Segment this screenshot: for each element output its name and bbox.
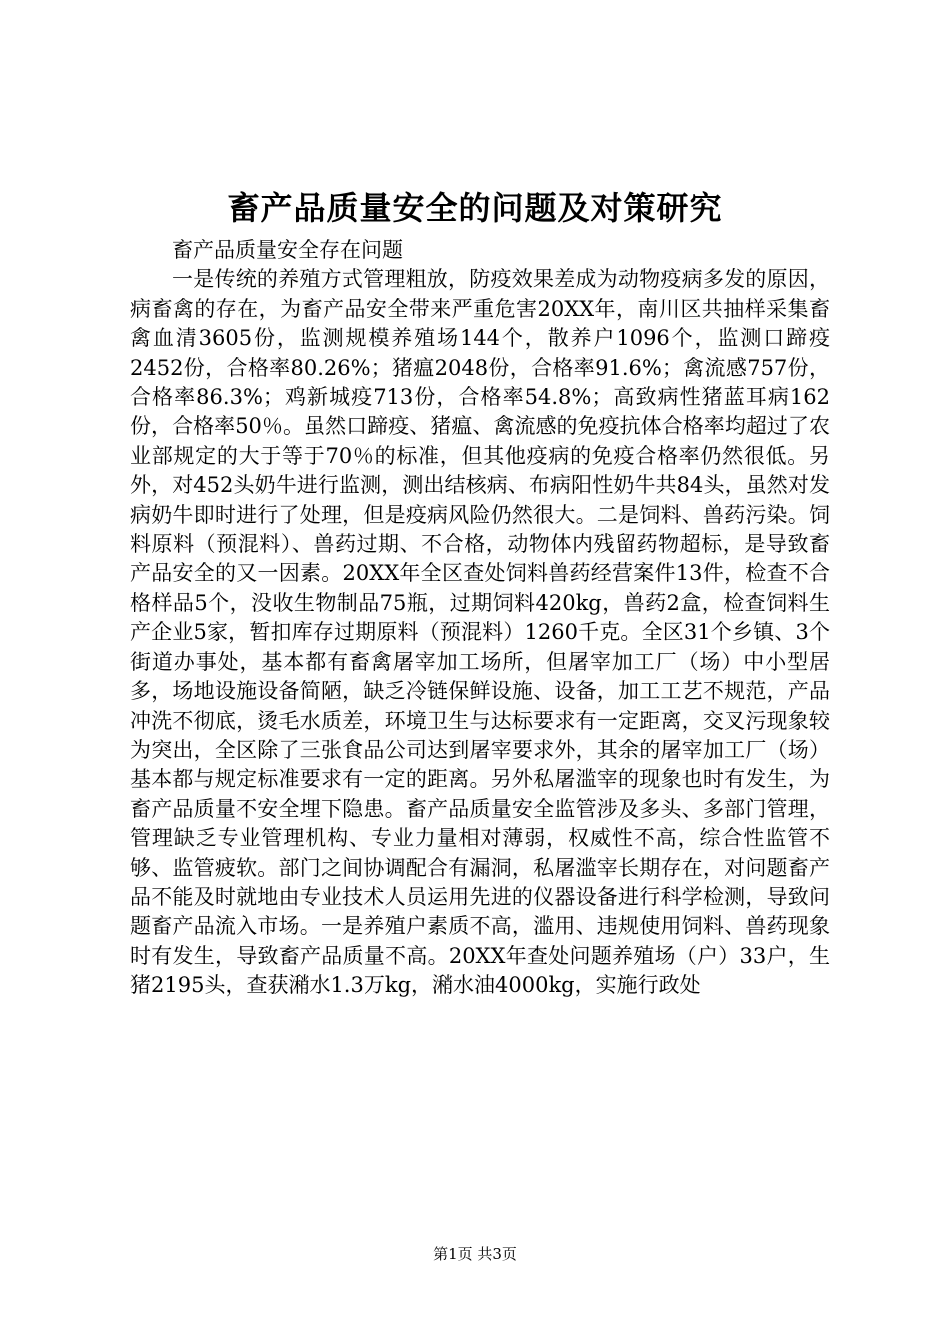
page-total: 共3页 [477, 1245, 517, 1263]
document-title: 畜产品质量安全的问题及对策研究 [227, 189, 723, 227]
page-footer [0, 1244, 950, 1264]
body-paragraph: 一是传统的养殖方式管理粗放，防疫效果差成为动物疫病多发的原因，病畜禽的存在，为畜产品安全带来严重危害20XX年，南川区共抽样采集畜禽血清3605份，监测规模养殖场144个，散养户1096个，监测口蹄疫2452份，合格率80.26%；猪瘟2048份，合格率91.6%；禽流感757份，合格率86.3%；鸡新城疫713份，合格率54.8%；高致病性猪蓝耳病162份，合格率50％。虽然口蹄疫、猪瘟、禽流感的免疫抗体合格率均超过了农业部规定的大于等于70％的标准，但其他疫病的免疫合格率仍然很低。另外，对452头奶牛进行监测，测出结核病、布病阳性奶牛共84头，虽然对发病奶牛即时进行了处理，但是疫病风险仍然很大。二是饲料、兽药污染。饲料原料（预混料）、兽药过期、不合格，动物体内残留药物超标，是导致畜产品安全的又一因素。20XX年全区查处饲料兽药经营案件13件，检查不合格样品5个，没收生物制品75瓶，过期饲料420kg，兽药2盒，检查饲料生产企业5家，暂扣库存过期原料（预混料）1260千克。全区31个乡镇、3个街道办事处，基本都有畜禽屠宰加工场所，但屠宰加工厂（场）中小型居多，场地设施设备简陋，缺乏冷链保鲜设施、设备，加工工艺不规范，产品冲洗不彻底，烫毛水质差，环境卫生与达标要求有一定距离，交叉污现象较为突出，全区除了三张食品公司达到屠宰要求外，其余的屠宰加工厂（场）基本都与规定标准要求有一定的距离。另外私屠滥宰的现象也时有发生，为畜产品质量不安全埋下隐患。畜产品质量安全监管涉及多头、多部门管理，管理缺乏专业管理机构、专业力量相对薄弱，权威性不高，综合性监管不够、监管疲软。部门之间协调配合有漏洞，私屠滥宰长期存在，对问题畜产品不能及时就地由专业技术人员运用先进的仪器设备进行科学检测，导致问题畜产品流入市场。一是养殖户素质不高，滥用、违规使用饲料、兽药现象时有发生，导致畜产品质量不高。20XX年查处问题养殖场（户）33户，生猪2195头，查获潲水1.3万kg，潲水油4000kg，实施行政处 [130, 267, 830, 998]
section-heading: 畜产品质量安全存在问题 [172, 238, 403, 262]
page-number: 第1页 [433, 1245, 473, 1263]
document-body [130, 236, 830, 1001]
